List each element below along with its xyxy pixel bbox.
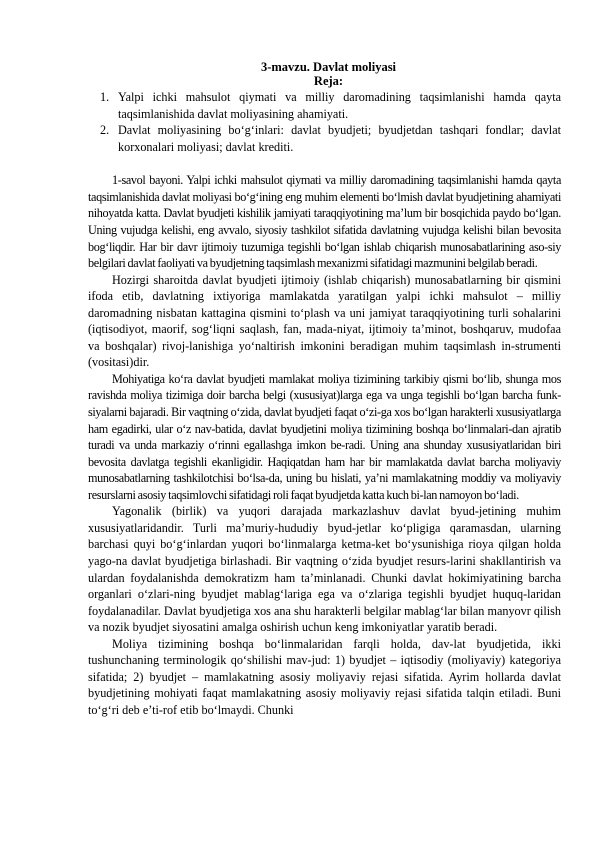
paragraph: Moliya tizimining boshqa bo‘linmalaridan farqli holda, dav-lat byudjetida, ikki tushunchaning terminologik qo‘shilishi mav-jud: 1) byudjet – iqtisodiy (moliyaviy) kategoriya sifatida; 2) byudjet – mamlakatning asosiy moliyaviy rejasi sifatida. Ayrim hollarda davlat byudjetining mohiyati faqat mamlakatning asosiy moliyaviy rejasi sifatida talqin etiladi. Buni to‘g‘ri deb e’ti-rof etib bo‘lmaydi. Chunki	[88, 636, 561, 717]
plan-heading: Reja:	[313, 74, 344, 88]
plan-item-text: Yalpi ichki mahsulot qiymati va milliy daromadining taqsimlanishi hamda qayta taqsimlanishida davlat moliyasining ahamiyati.	[118, 90, 561, 121]
paragraph: 1-savol bayoni. Yalpi ichki mahsulot qiymati va milliy daromadining taqsimlanishi hamda qayta taqsimlanishida davlat moliyasi bo‘g‘ining eng muhim elementi bo‘lmish davlat byudjetining ahamiyati nihoyatda katta. Davlat byudjeti kishilik jamiyati taraqqiyotining ma’lum bir bosqichida paydo bo‘lgan. Uning vujudga kelishi, eng avvalo, siyosiy tashkilot sifatida davlatning vujudga kelishi bilan bevosita bog‘liqdir. Har bir davr ijtimoiy tuzumiga tegishli bo‘lgan ishlab chiqarish munosabatlarining aso-siy belgilari davlat faoliyati va byudjetning taqsimlash mexanizmi sifatidagi mazmunini belgilab beradi.	[88, 173, 561, 271]
plan-item	[88, 122, 561, 155]
plan-item	[88, 89, 561, 122]
document-title: 3-mavzu. Davlat moliyasi	[260, 60, 397, 74]
body-text	[88, 172, 561, 718]
paragraph: Yagonalik (birlik) va yuqori darajada markazlashuv davlat byud-jetining muhim xususiyatlaridandir. Turli ma’muriy-hududiy byud-jetlar ko‘pligiga qaramasdan, ularning barchasi quyi bo‘g‘inlardan yuqori bo‘linmalarga ketma-ket bo‘ysunishiga rioya qilgan holda yago-na davlat byudjetiga birlashadi. Bir vaqtning o‘zida byudjet resurs-larini shakllantirish va ulardan foydalanishda demokratizm ham ta’minlanadi. Chunki davlat hokimiyatining barcha organlari o‘zlari-ning byudjet mablag‘lariga ega va o‘zlariga tegishli byudjet huquq-laridan foydalanadilar. Davlat byudjetiga xos ana shu harakterli belgilar mablag‘lar bilan manyovr qilish va nozik byudjet siyosatini amalga oshirish uchun keng imkoniyatlar yaratib beradi.	[88, 504, 561, 635]
paragraph: Hozirgi sharoitda davlat byudjeti ijtimoiy (ishlab chiqarish) munosabatlarning bir qismini ifoda etib, davlatning ixtiyoriga mamlakatda yaratilgan yalpi ichki mahsulot – milliy daromadning nisbatan kattagina qismini to‘plash va uni jamiyat taraqqiyotining turli sohalarini (iqtisodiyot, maorif, sog‘liqni saqlash, fan, mada-niyat, ijtimoiy ta’minot, boshqaruv, mudofaa va boshqalar) rivoj-lanishiga yo‘naltirish imkonini beradigan muhim taqsimlash in-strumenti (vositasi)dir.	[88, 272, 561, 370]
paragraph: Mohiyatiga ko‘ra davlat byudjeti mamlakat moliya tizimining tarkibiy qismi bo‘lib, shunga mos ravishda moliya tizimiga doir barcha belgi (xususiyat)larga ega va unga tegishli bo‘lgan barcha funk-siyalarni bajaradi. Bir vaqtning o‘zida, davlat byudjeti faqat o‘zi-ga xos bo‘lgan harakterli xususiyatlarga ham egadirki, ular o‘z nav-batida, davlat byudjetini moliya tizimining boshqa bo‘linmalari-dan ajratib turadi va unda markaziy o‘rinni egallashga imkon be-radi. Uning ana shunday xususiyatlaridan biri bevosita davlatga tegishli ekanligidir. Haqiqatdan ham har bir mamlakatda davlat barcha moliyaviy munosabatlarning tashkilotchisi bo‘lsa-da, uning bu hislati, ya’ni mamlakatning moddiy va moliyaviy resurslarni asosiy taqsimlovchi sifatidagi roli faqat byudjetda katta kuch bi-lan namoyon bo‘ladi.	[88, 371, 561, 502]
plan-item-number: 2.	[100, 123, 110, 138]
plan-item-text: Davlat moliyasining bo‘g‘inlari: davlat byudjeti; byudjetdan tashqari fondlar; davlat korxonalari moliyasi; davlat krediti.	[118, 123, 561, 154]
plan-list	[88, 89, 561, 155]
plan-item-number: 1.	[100, 90, 110, 104]
